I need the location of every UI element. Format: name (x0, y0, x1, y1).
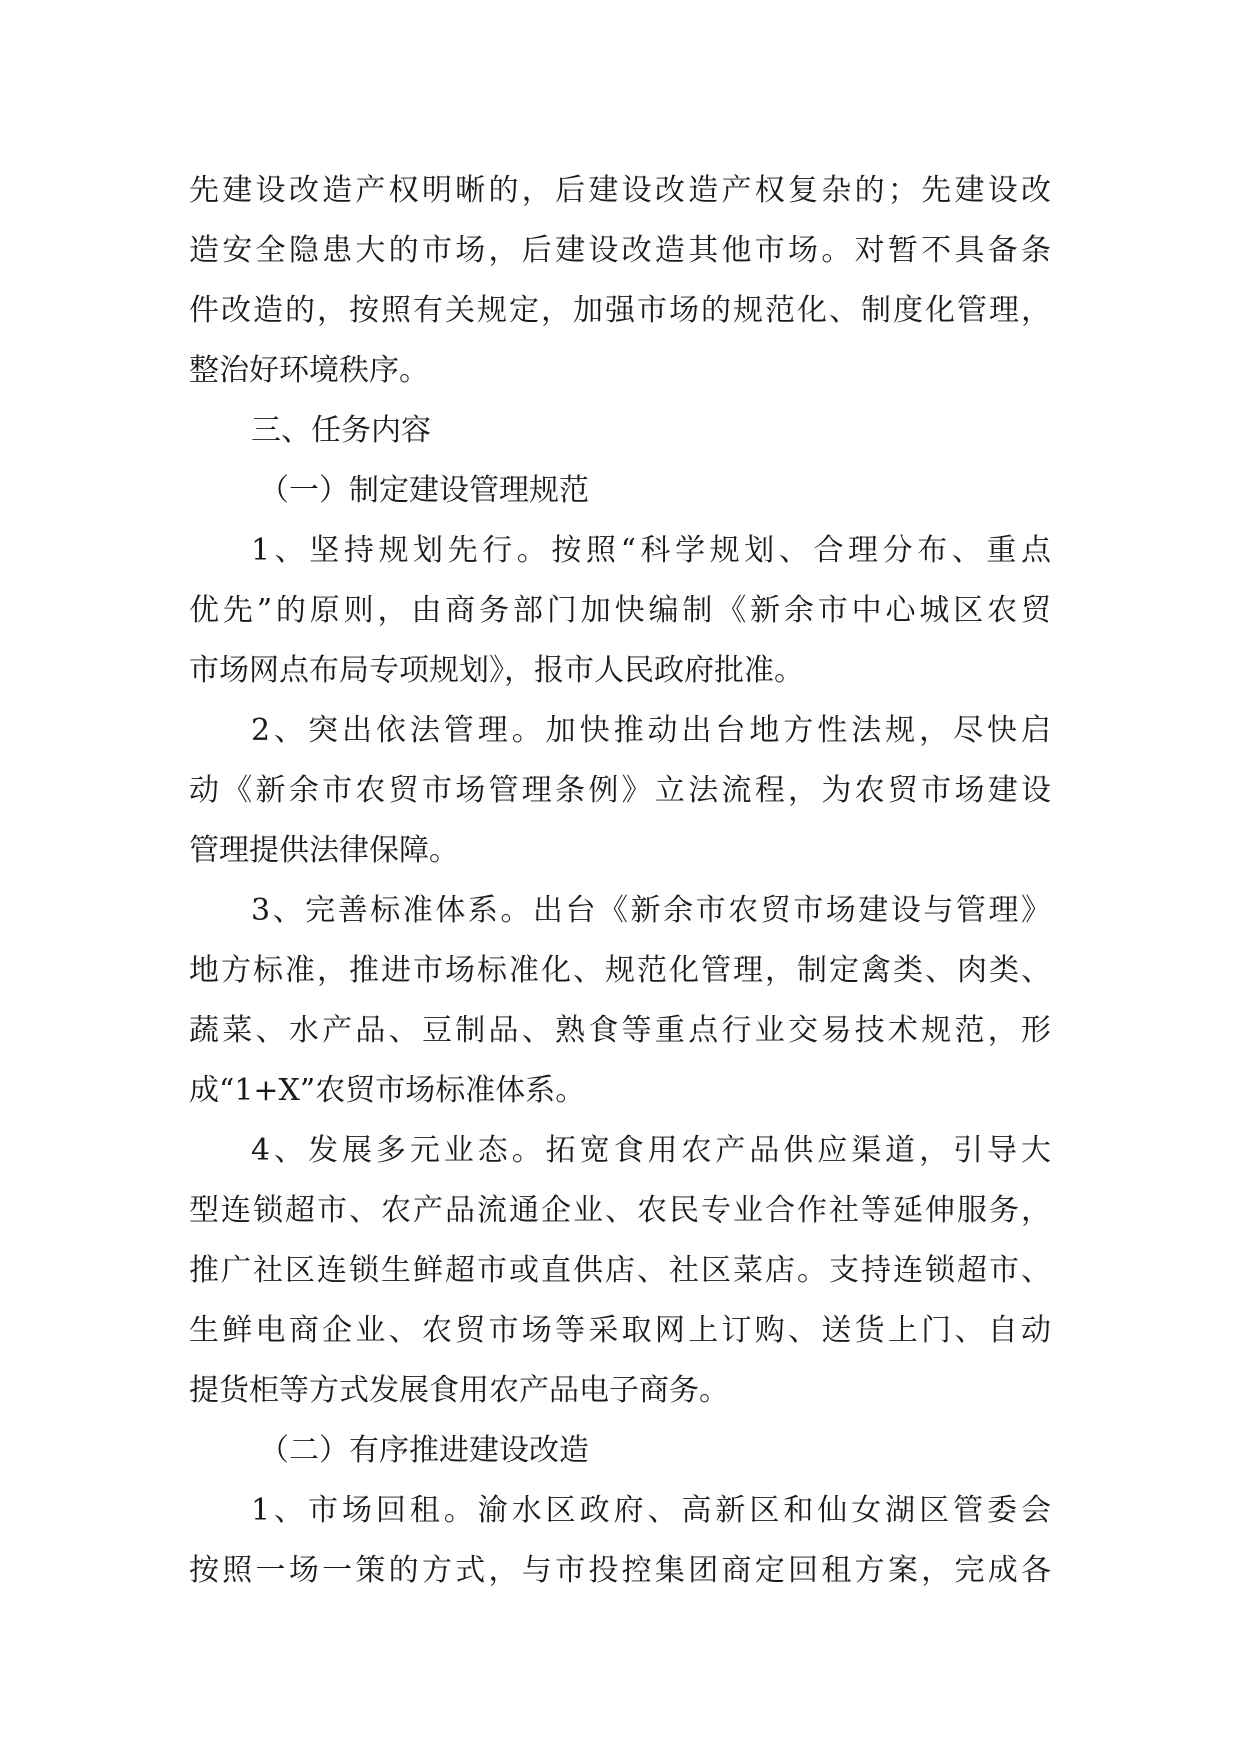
section-heading: 三、任务内容 (251, 413, 431, 448)
paragraph-line: 型连锁超市、农产品流通企业、农民专业合作社等延伸服务， (189, 1193, 1051, 1228)
paragraph-line: 提货柜等方式发展食用农产品电子商务。 (189, 1373, 729, 1408)
paragraph-line: 按照一场一策的方式，与市投控集团商定回租方案，完成各 (189, 1553, 1051, 1588)
paragraph-line: 推广社区连锁生鲜超市或直供店、社区菜店。支持连锁超市、 (189, 1253, 1051, 1288)
subsection-heading: （一）制定建设管理规范 (259, 473, 589, 508)
paragraph-line: 整治好环境秩序。 (189, 353, 429, 388)
paragraph-line: 先建设改造产权明晰的，后建设改造产权复杂的；先建设改 (189, 173, 1051, 208)
paragraph-line: 1、市场回租。渝水区政府、高新区和仙女湖区管委会 (251, 1493, 1051, 1528)
paragraph-line: 生鲜电商企业、农贸市场等采取网上订购、送货上门、自动 (189, 1313, 1051, 1348)
paragraph-line: 造安全隐患大的市场，后建设改造其他市场。对暂不具备条 (189, 233, 1051, 268)
paragraph-line: 优先”的原则，由商务部门加快编制《新余市中心城区农贸 (189, 593, 1051, 628)
paragraph-line: 2、突出依法管理。加快推动出台地方性法规，尽快启 (251, 713, 1051, 748)
paragraph-line: 管理提供法律保障。 (189, 833, 459, 868)
paragraph-line: 蔬菜、水产品、豆制品、熟食等重点行业交易技术规范，形 (189, 1013, 1051, 1048)
paragraph-line: 件改造的，按照有关规定，加强市场的规范化、制度化管理， (189, 293, 1051, 328)
paragraph-line: 地方标准，推进市场标准化、规范化管理，制定禽类、肉类、 (189, 953, 1051, 988)
document-body (189, 161, 1051, 1601)
paragraph-line: 成“1+X”农贸市场标准体系。 (189, 1073, 586, 1108)
subsection-heading: （二）有序推进建设改造 (259, 1433, 589, 1468)
paragraph-line: 动《新余市农贸市场管理条例》立法流程，为农贸市场建设 (189, 773, 1051, 808)
paragraph-line: 1、坚持规划先行。按照“科学规划、合理分布、重点 (251, 533, 1051, 568)
paragraph-line: 4、发展多元业态。拓宽食用农产品供应渠道，引导大 (251, 1133, 1051, 1168)
paragraph-line: 3、完善标准体系。出台《新余市农贸市场建设与管理》 (251, 893, 1051, 928)
paragraph-line: 市场网点布局专项规划》，报市人民政府批准。 (189, 653, 804, 688)
